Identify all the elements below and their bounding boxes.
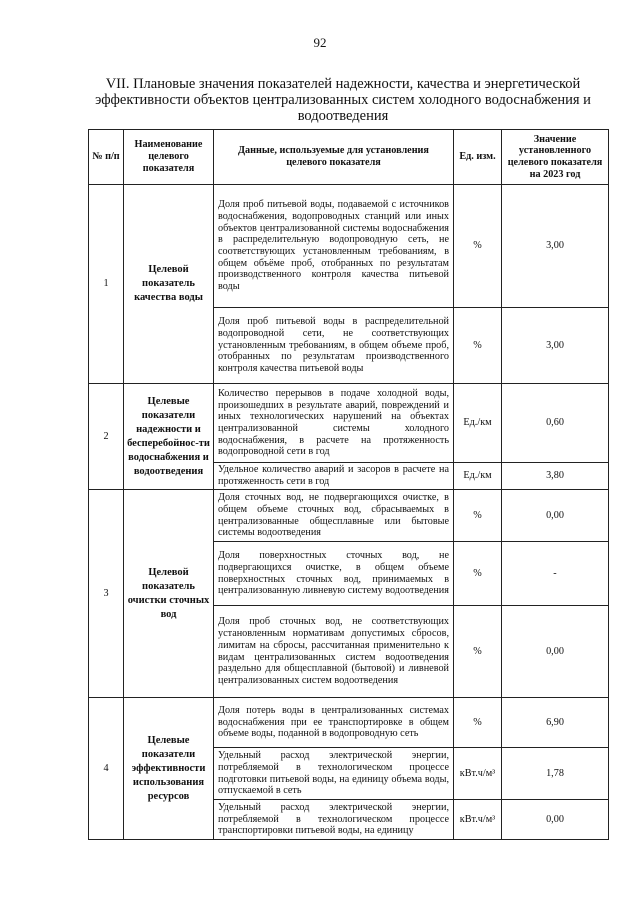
indicator-value: 3,00 (502, 185, 609, 308)
section-title: VII. Плановые значения показателей надежности, качества и энергетической эффективности объектов централизованных систем холодного водоснабжения и водоотведения (95, 76, 591, 124)
indicator-name: Целевые показатели надежности и бесперебойнос-ти водоснабжения и водоотведения (124, 384, 214, 490)
table-row (89, 698, 609, 748)
indicator-value: 1,78 (502, 748, 609, 800)
header-num: № п/п (89, 130, 124, 185)
indicator-unit: % (454, 698, 502, 748)
indicator-data: Доля проб питьевой воды в распределительной водопроводной сети, не соответствующих установленным требованиям, в общем объеме проб, отобранных по результатам производственного контроля качества питьевой воды (214, 308, 454, 384)
header-name: Наименование целевого показателя (124, 130, 214, 185)
indicator-unit: Ед./км (454, 463, 502, 490)
indicator-data: Доля потерь воды в централизованных системах водоснабжения при ее транспортировке в общем объеме воды, поданной в водопроводную сеть (214, 698, 454, 748)
indicator-value: 3,80 (502, 463, 609, 490)
indicator-data: Удельное количество аварий и засоров в расчете на протяженность сети в год (214, 463, 454, 490)
indicator-name: Целевой показатель очистки сточных вод (124, 490, 214, 698)
indicator-data: Удельный расход электрической энергии, потребляемой в технологическом процессе транспортировки питьевой воды, на единицу (214, 800, 454, 840)
indicator-unit: % (454, 185, 502, 308)
table-row (89, 185, 609, 308)
indicator-data: Удельный расход электрической энергии, потребляемой в технологическом процессе подготовки питьевой воды, на единицу объема воды, отпускаемой в сеть (214, 748, 454, 800)
indicator-value: 0,00 (502, 606, 609, 698)
header-value: Значение установленного целевого показателя на 2023 год (502, 130, 609, 185)
header-data: Данные, используемые для установления целевого показателя (214, 130, 454, 185)
table-row (89, 384, 609, 463)
indicator-value: 0,00 (502, 490, 609, 542)
indicator-unit: % (454, 308, 502, 384)
indicator-unit: % (454, 490, 502, 542)
header-unit: Ед. изм. (454, 130, 502, 185)
indicator-data: Доля проб сточных вод, не соответствующих установленным нормативам допустимых сбросов, лимитам на сбросы, рассчитанная применительно к видам централизованных систем водоотведения раздельно для общесплавной (бытовой) и ливневой централизованных систем водоотведения (214, 606, 454, 698)
row-number: 1 (89, 185, 124, 384)
indicator-unit: Ед./км (454, 384, 502, 463)
row-number: 3 (89, 490, 124, 698)
indicator-unit: % (454, 606, 502, 698)
table-header-row (89, 130, 609, 185)
table-row (89, 490, 609, 542)
indicator-unit: кВт.ч/м³ (454, 800, 502, 840)
indicator-data: Количество перерывов в подаче холодной воды, произошедших в результате аварий, повреждений и иных технологических нарушений на объектах централизованной системы холодного водоснабжения, в расчете на протяженность водопроводной сети в год (214, 384, 454, 463)
indicator-value: 0,00 (502, 800, 609, 840)
indicator-data: Доля проб питьевой воды, подаваемой с источников водоснабжения, водопроводных станций или иных объектов централизованной системы водоснабжения в распределительную водопроводную сеть, не соответствующих установленным требованиям, в общем объёме проб, отобранных по результатам производственного контроля качества питьевой воды (214, 185, 454, 308)
indicator-value: 6,90 (502, 698, 609, 748)
indicator-value: 3,00 (502, 308, 609, 384)
indicator-data: Доля сточных вод, не подвергающихся очистке, в общем объеме сточных вод, сбрасываемых в централизованные общесплавные или бытовые системы водоотведения (214, 490, 454, 542)
row-number: 4 (89, 698, 124, 840)
indicator-unit: % (454, 542, 502, 606)
indicator-value: 0,60 (502, 384, 609, 463)
indicator-name: Целевой показатель качества воды (124, 185, 214, 384)
row-number: 2 (89, 384, 124, 490)
indicator-unit: кВт.ч/м³ (454, 748, 502, 800)
indicator-data: Доля поверхностных сточных вод, не подвергающихся очистке, в общем объеме поверхностных сточных вод, принимаемых в централизованную ливневую систему водоотведения (214, 542, 454, 606)
indicator-value: - (502, 542, 609, 606)
page-number: 92 (313, 35, 327, 50)
indicator-name: Целевые показатели эффективности использования ресурсов (124, 698, 214, 840)
indicators-table (88, 129, 609, 840)
